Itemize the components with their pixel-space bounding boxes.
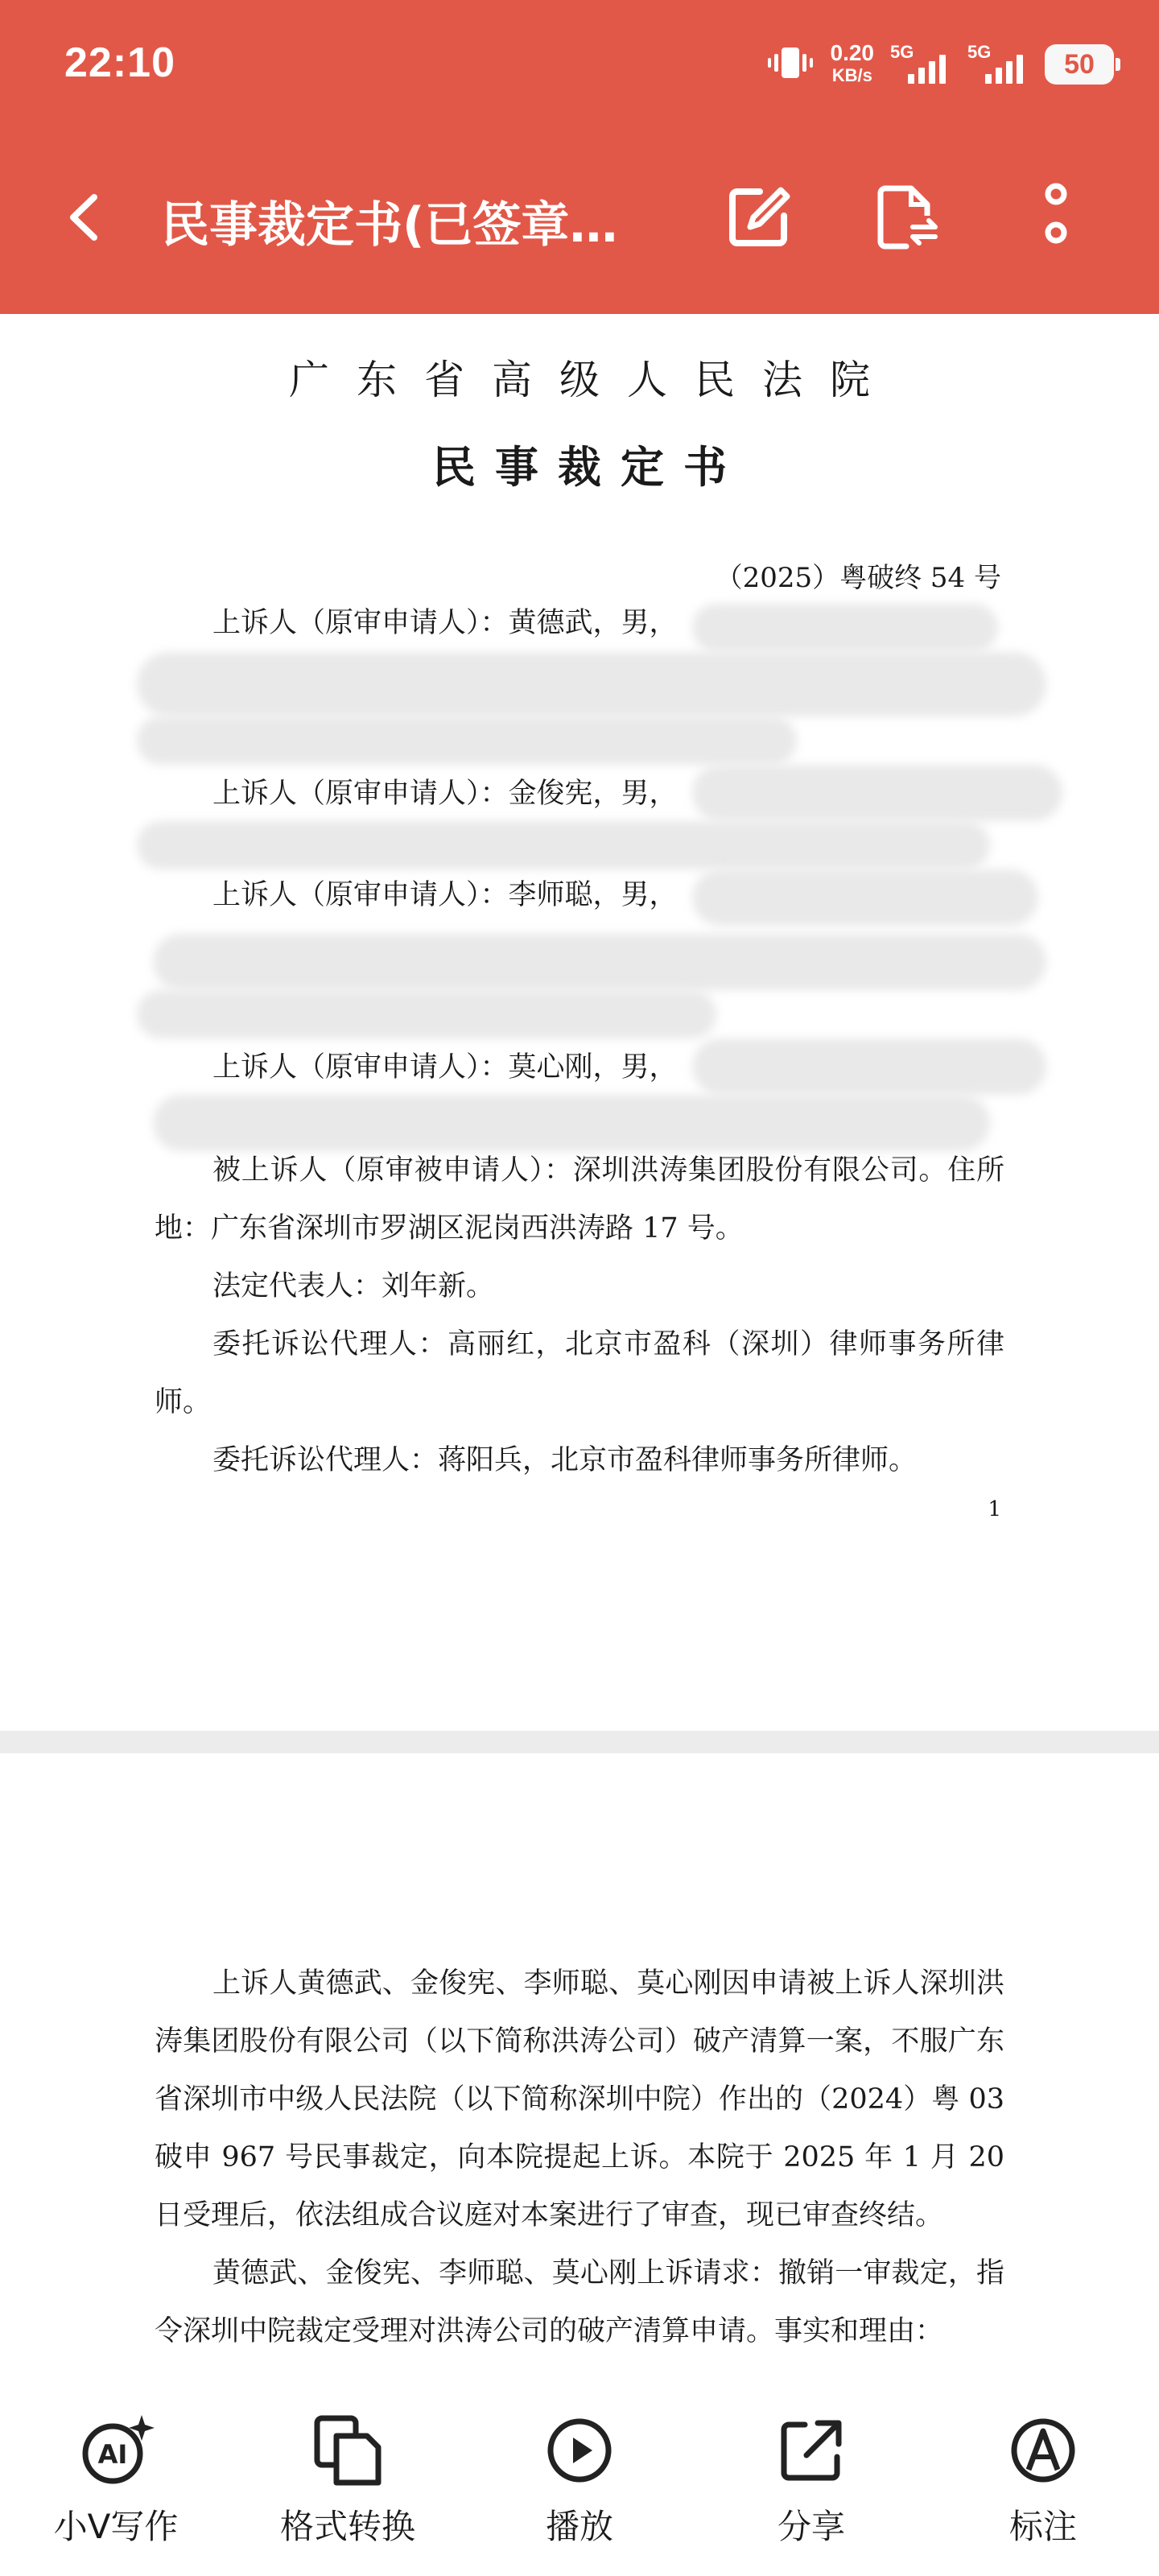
redaction [692,869,1038,926]
page-separator [0,1731,1159,1753]
party-4: 上诉人（原审申请人）：莫心刚，男， [212,1051,678,1084]
sim1-label: 5G [890,42,914,62]
pen-annotate-icon [1004,2412,1082,2489]
party-3: 上诉人（原审申请人）：李师聪，男， [212,879,678,911]
agent-1: 委托诉讼代理人：高丽红，北京市盈科（深圳）律师事务所律师。 [155,1328,1004,1418]
respondent: 被上诉人（原审被申请人）：深圳洪涛集团股份有限公司。住所地：广东省深圳市罗湖区泥岗西洪涛路 17 号。 [155,1154,1004,1245]
share-button[interactable] [715,2359,908,2549]
net-speed [831,42,875,87]
redaction [692,604,998,652]
agent-2: 委托诉讼代理人：蒋阳兵，北京市盈科律师事务所律师。 [212,1444,918,1476]
redaction [137,716,797,765]
sim2-label: 5G [967,42,992,62]
document-type: 民事裁定书 [432,441,746,493]
redaction [692,765,1062,821]
status-indicators [766,40,1115,89]
party-1: 上诉人（原审申请人）：黄德武，男， [212,607,678,639]
net-speed-value: 0.20 [830,40,874,65]
redaction [137,990,716,1038]
document-title: 民事裁定书(已签章… [161,197,618,254]
edit-button[interactable] [718,177,798,258]
play-icon [541,2412,618,2489]
redaction [137,821,990,869]
party-2: 上诉人（原审申请人）：金俊宪，男， [212,778,678,810]
court-name: 广东省高级人民法院 [289,357,897,403]
format-convert-icon [309,2412,386,2489]
ai-write-button[interactable] [19,2359,212,2549]
signal-sim1-icon [890,42,951,87]
vibrate-icon [766,43,815,87]
share-label: 分享 [777,2507,845,2546]
more-icon [1032,181,1080,254]
ai-icon [77,2412,155,2489]
page-number: 1 [988,1497,1001,1521]
annotate-button[interactable] [947,2359,1140,2549]
net-speed-unit: KB/s [831,65,872,85]
status-time: 22:10 [64,39,175,86]
bottom-toolbar [0,2359,1159,2576]
share-icon [773,2412,850,2489]
app-bar [0,129,1159,314]
ai-write-label: 小V写作 [53,2507,179,2546]
format-convert-button[interactable] [251,2359,444,2549]
annotate-label: 标注 [1008,2507,1077,2546]
back-icon [60,189,109,246]
document-page-1 [0,314,1159,1731]
file-convert-icon [871,184,938,251]
status-bar [0,0,1159,129]
format-convert-label: 格式转换 [279,2507,415,2546]
edit-icon [724,184,792,251]
redaction [137,652,1046,716]
play-button[interactable] [483,2359,676,2549]
more-button[interactable] [1016,177,1096,258]
svg-text:AI: AI [97,2439,128,2470]
page2-paragraph-1: 上诉人黄德武、金俊宪、李师聪、莫心刚因申请被上诉人深圳洪涛集团股份有限公司（以下简称洪涛公司）破产清算一案，不服广东省深圳市中级人民法院（以下简称深圳中院）作出的（2024）粤 03 破申 967 号民事裁定，向本院提起上诉。本院于 2025 年 1 月 20 日受理后，依法组成合议庭对本案进行了审查，现已审查终结。 [155,1967,1004,2231]
play-label: 播放 [545,2507,613,2546]
battery-icon: 50 [1045,44,1114,85]
case-number: （2025）粤破终 54 号 [715,562,1001,594]
redaction [153,934,1046,990]
signal-sim2-icon [967,42,1029,87]
file-convert-button[interactable] [864,177,945,258]
page2-paragraph-2: 黄德武、金俊宪、李师聪、莫心刚上诉请求：撤销一审裁定，指令深圳中院裁定受理对洪涛公司的破产清算申请。事实和理由： [155,2257,1004,2347]
document-page-2 [0,1753,1159,2365]
back-button[interactable] [48,181,121,254]
legal-representative: 法定代表人：刘年新。 [212,1270,495,1302]
redaction [692,1038,1046,1095]
